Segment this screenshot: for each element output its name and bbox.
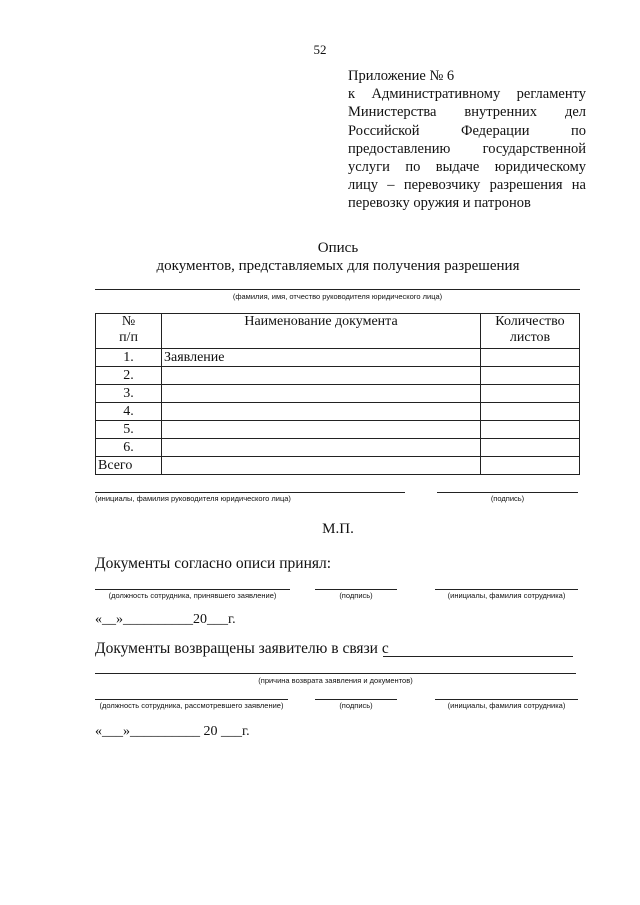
- row-number: 6.: [96, 439, 162, 457]
- stamp-place: М.П.: [322, 521, 354, 537]
- position-accepted-caption: (должность сотрудника, принявшего заявление): [108, 591, 277, 600]
- head-initials-caption: (инициалы, фамилия руководителя юридического лица): [95, 494, 291, 503]
- return-reason-line: [95, 673, 576, 674]
- row-number: 2.: [96, 367, 162, 385]
- head-signature-caption: (подпись): [490, 494, 525, 503]
- accepted-text: Документы согласно описи принял:: [95, 555, 332, 572]
- appendix-block: [348, 67, 586, 213]
- date-accepted: «__»__________20___г.: [95, 612, 236, 627]
- initials-reviewed-caption: (инициалы, фамилия сотрудника): [447, 701, 566, 710]
- table-row: [96, 421, 580, 439]
- row-number: 4.: [96, 403, 162, 421]
- col-header-number: № п/п: [96, 314, 162, 349]
- row-sheets: [481, 421, 580, 439]
- appendix-line: услуги по выдаче юридическому: [348, 159, 586, 176]
- table-row: [96, 439, 580, 457]
- signature-reviewed-caption: (подпись): [339, 701, 373, 710]
- table-header-row: [96, 314, 580, 349]
- row-number: 5.: [96, 421, 162, 439]
- initials-reviewed-line: [435, 699, 578, 700]
- appendix-line: перевозку оружия и патронов: [348, 195, 531, 212]
- row-number: 3.: [96, 385, 162, 403]
- row-sheets: [481, 403, 580, 421]
- row-document: [162, 457, 481, 475]
- table-row: [96, 385, 580, 403]
- appendix-line: Российской Федерации по: [348, 122, 586, 139]
- row-document: [162, 403, 481, 421]
- appendix-title: Приложение № 6: [348, 68, 455, 84]
- row-sheets: [481, 457, 580, 475]
- return-reason-caption: (причина возврата заявления и документов): [258, 676, 413, 685]
- position-reviewed-caption: (должность сотрудника, рассмотревшего заявление): [99, 701, 284, 710]
- table-row: [96, 349, 580, 367]
- appendix-line: к Административному регламенту: [348, 86, 586, 103]
- return-reason-inline-line: [383, 656, 573, 657]
- row-total-label: Всего: [96, 457, 162, 475]
- row-sheets: [481, 439, 580, 457]
- page-number: 52: [313, 42, 327, 57]
- col-header-document: Наименование документа: [162, 314, 481, 349]
- position-accepted-line: [95, 589, 290, 590]
- row-number: 1.: [96, 349, 162, 367]
- appendix-line: предоставлению государственной: [348, 140, 586, 157]
- table-row: [96, 403, 580, 421]
- row-document: [162, 421, 481, 439]
- row-sheets: [481, 367, 580, 385]
- documents-table: [95, 313, 580, 475]
- row-document: Заявление: [162, 349, 481, 367]
- initials-accepted-line: [435, 589, 578, 590]
- row-document: [162, 385, 481, 403]
- signature-reviewed-line: [315, 699, 397, 700]
- doc-subtitle: документов, представляемых для получения разрешения: [156, 258, 520, 274]
- head-signature-line: [437, 492, 578, 493]
- table-total-row: [96, 457, 580, 475]
- row-document: [162, 367, 481, 385]
- head-name-caption: (фамилия, имя, отчество руководителя юридического лица): [232, 292, 443, 301]
- signature-accepted-line: [315, 589, 397, 590]
- row-sheets: [481, 349, 580, 367]
- head-name-line: [95, 289, 580, 290]
- row-document: [162, 439, 481, 457]
- date-returned: «___»__________ 20 ___г.: [95, 724, 250, 739]
- doc-title: Опись: [317, 240, 359, 256]
- appendix-line: лицу – перевозчику разрешения на: [348, 177, 586, 194]
- initials-accepted-caption: (инициалы, фамилия сотрудника): [447, 591, 566, 600]
- col-header-sheets: Количество листов: [481, 314, 580, 349]
- row-sheets: [481, 385, 580, 403]
- position-reviewed-line: [95, 699, 288, 700]
- appendix-line: Министерства внутренних дел: [348, 104, 586, 121]
- head-initials-line: [95, 492, 405, 493]
- signature-accepted-caption: (подпись): [339, 591, 373, 600]
- table-row: [96, 367, 580, 385]
- returned-text: Документы возвращены заявителю в связи с: [95, 640, 389, 657]
